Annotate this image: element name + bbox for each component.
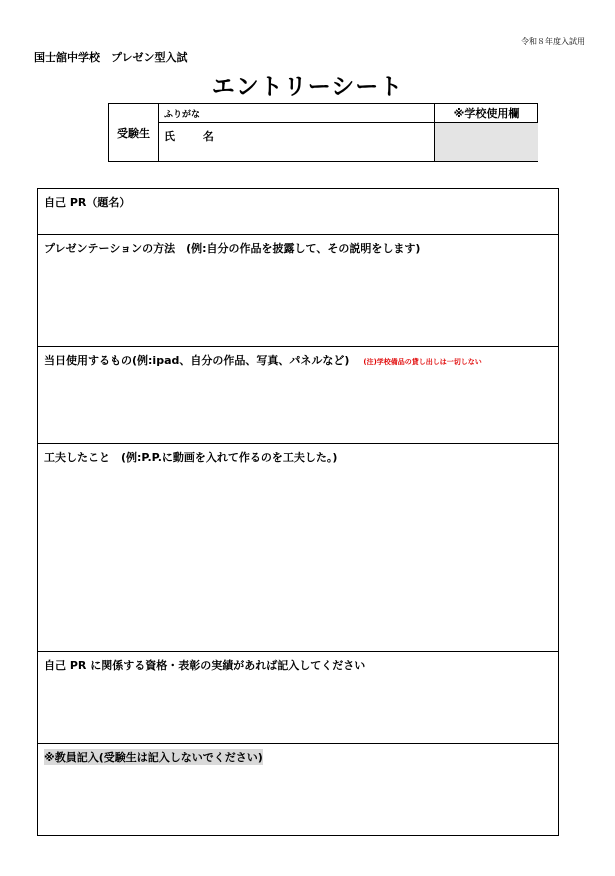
entry-form	[37, 188, 559, 836]
school-use-label: ※学校使用欄	[434, 104, 538, 123]
qualifications-label: 自己 PR に関係する資格・表彰の実績があれば記入してください	[44, 659, 366, 672]
teacher-label: ※教員記入(受験生は記入しないでください)	[44, 751, 263, 764]
applicant-info-table	[108, 103, 538, 162]
self-pr-label: 自己 PR（題名）	[44, 196, 131, 209]
year-note: 令和８年度入試用	[521, 37, 585, 46]
furigana-field[interactable]	[158, 104, 434, 123]
qualifications-section[interactable]	[38, 652, 558, 744]
ingenuity-section[interactable]	[38, 444, 558, 652]
name-label: 氏 名	[164, 130, 226, 143]
page-title: エントリーシート	[211, 74, 404, 100]
teacher-section	[38, 744, 558, 835]
self-pr-section[interactable]	[38, 189, 558, 235]
furigana-label: ふりがな	[164, 110, 201, 120]
method-section[interactable]	[38, 235, 558, 347]
ingenuity-label: 工夫したこと (例:P.P.に動画を入れて作るのを工夫した。)	[44, 451, 338, 464]
items-label-row	[44, 352, 482, 368]
items-label: 当日使用するもの(例:ipad、自分の作品、写真、パネルなど)	[44, 354, 350, 367]
school-use-box	[434, 123, 538, 161]
items-note: (注)学校備品の貸し出しは一切しない	[363, 358, 482, 366]
examinee-label: 受験生	[109, 104, 159, 161]
method-label: プレゼンテーションの方法 (例:自分の作品を披露して、その説明をします)	[44, 242, 421, 255]
items-section[interactable]	[38, 347, 558, 444]
school-name: 国士舘中学校 プレゼン型入試	[34, 51, 188, 64]
